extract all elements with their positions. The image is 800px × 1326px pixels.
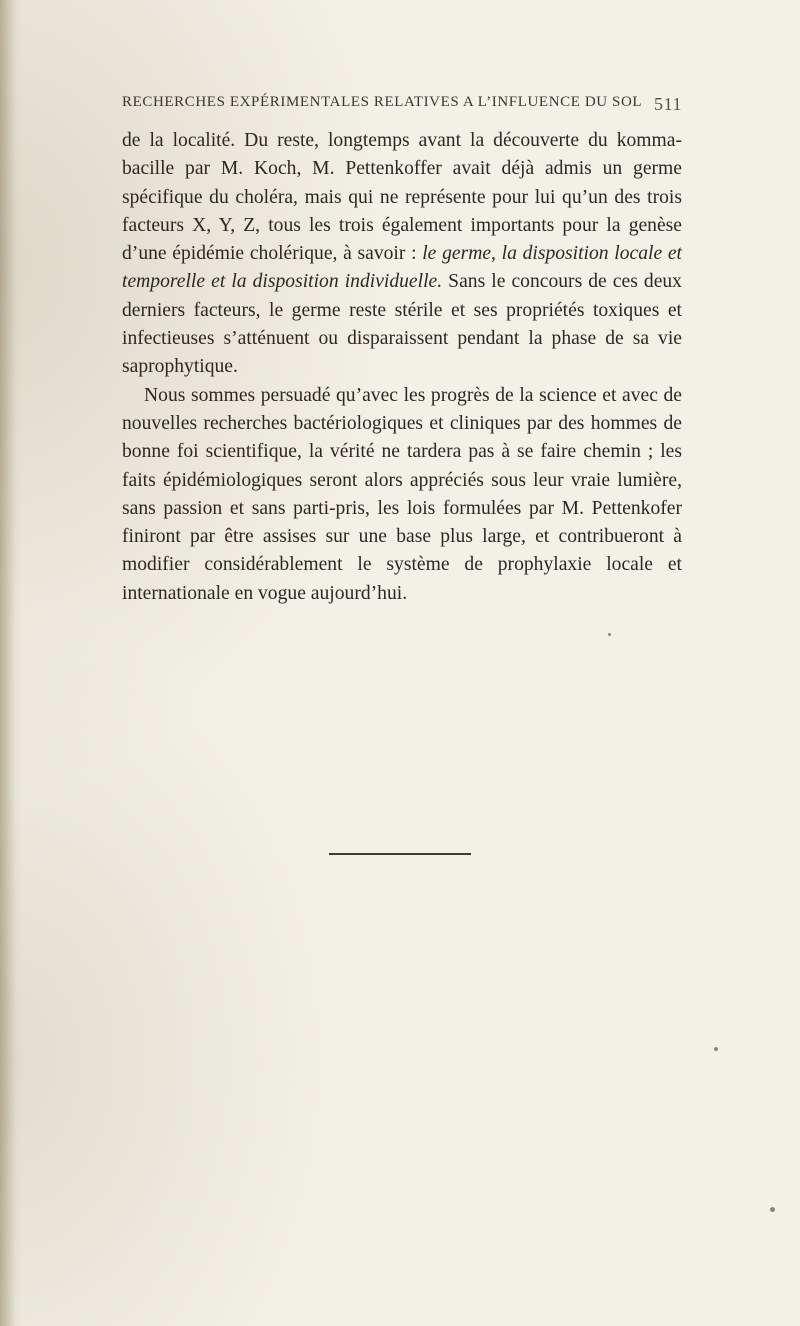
- paragraph-2: Nous sommes persuadé qu’avec les progrès de la science et avec de nouvelles recherches bactériologiques et cliniques par des hommes de bonne foi scientifique, la vérité ne tardera pas à se faire chemin ; les faits épidémiologiques seront alors appréciés sous leur vraie lumière, sans passion et sans parti-pris, les lois formulées par M. Pettenkofer finiront par être assises sur une base plus large, et contribueront à modifier considérablement le système de prophylaxie locale et internationale en vogue aujourd’hui.: [122, 384, 682, 604]
- paper-speck: [770, 1207, 775, 1212]
- page-edge-shadow: [0, 0, 22, 1326]
- paragraph-1: [122, 127, 682, 382]
- running-title: RECHERCHES EXPÉRIMENTALES RELATIVES A L’INFLUENCE DU SOL: [122, 94, 643, 110]
- paragraph-1-text-b: Sans le concours de ces deux derniers facteurs, le germe reste stérile et ses propriétés toxiques et infectieuses s’atténuent ou disparaissent pendant la phase de sa vie saprophytique.: [122, 271, 682, 378]
- paragraph-1-italic: le germe, la disposition locale et temporelle et la disposition individuelle.: [122, 243, 682, 293]
- paper-speck: [608, 633, 611, 636]
- running-head: [122, 94, 683, 114]
- body-text: [122, 127, 682, 608]
- page-number: 511: [654, 94, 683, 114]
- end-rule: [329, 853, 471, 855]
- paper-speck: [714, 1047, 718, 1051]
- paragraph-1-text-a: de la localité. Du reste, longtemps avant la découverte du komma-bacille par M. Koch, M. Pettenkoffer avait déjà admis un germe spécifique du choléra, mais qui ne représente pour lui qu’un des trois facteurs X, Y, Z, tous les trois également importants pour la genèse d’une épidémie cholérique, à savoir :: [122, 130, 682, 265]
